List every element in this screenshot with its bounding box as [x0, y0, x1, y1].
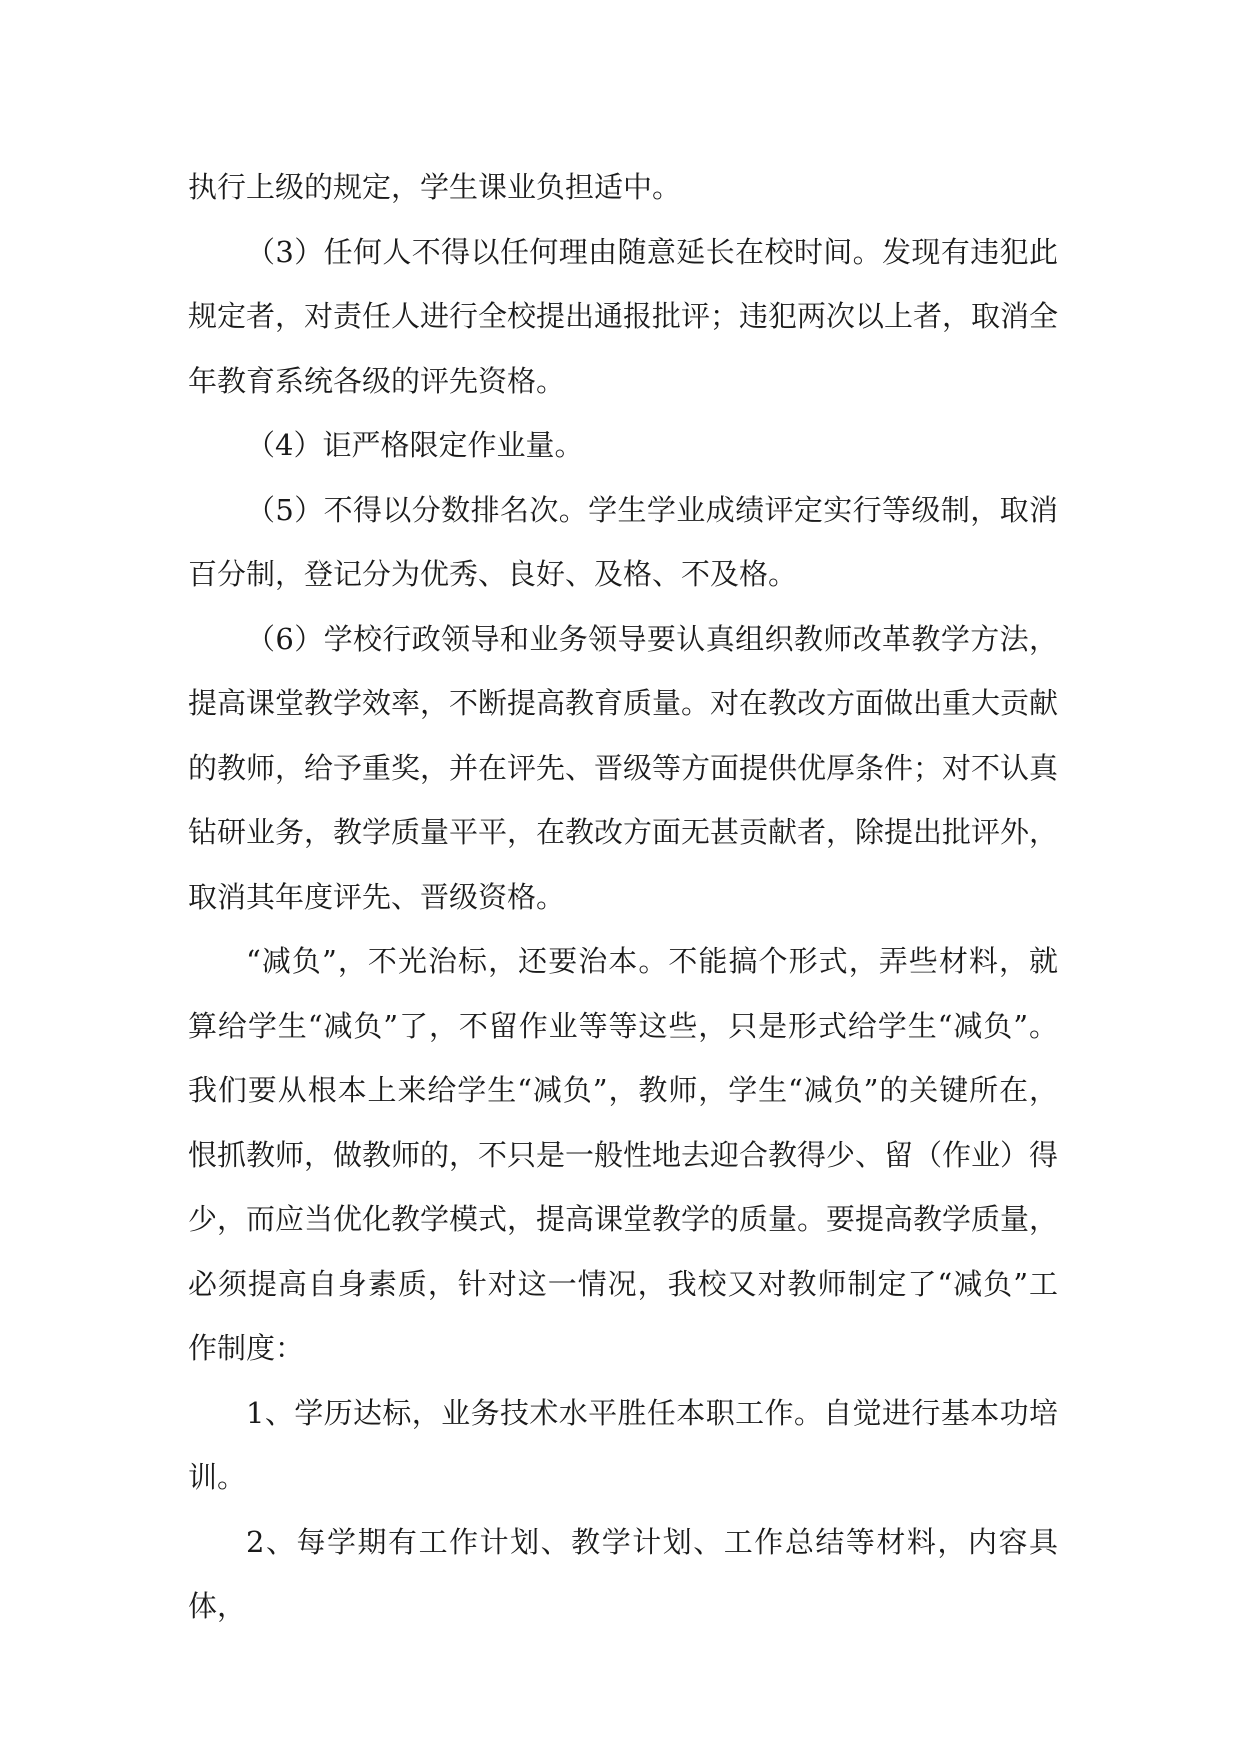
paragraph-item-5: （5）不得以分数排名次。学生学业成绩评定实行等级制，取消百分制，登记分为优秀、良好、及格、不及格。	[188, 492, 1058, 591]
paragraph-item-4: （4）讵严格限定作业量。	[246, 428, 584, 462]
paragraph-item-6: （6）学校行政领导和业务领导要认真组织教师改革教学方法，提高课堂教学效率，不断提高教育质量。对在教改方面做出重大贡献的教师，给予重奖，并在评先、晋级等方面提供优厚条件；对不认真钻研业务，教学质量平平，在教改方面无甚贡献者，除提出批评外，取消其年度评先、晋级资格。	[188, 621, 1059, 914]
document-body	[188, 155, 1058, 1639]
paragraph-item-3: （3）任何人不得以任何理由随意延长在校时间。发现有违犯此规定者，对责任人进行全校提出通报批评；违犯两次以上者，取消全年教育系统各级的评先资格。	[188, 234, 1059, 398]
paragraph-burden-reduction: “减负”，不光治标，还要治本。不能搞个形式，弄些材料，就算给学生“减负”了，不留作业等等这些，只是形式给学生“减负”。我们要从根本上来给学生“减负”，教师，学生“减负”的关键所在，恨抓教师，做教师的，不只是一般性地去迎合教得少、留（作业）得少，而应当优化教学模式，提高课堂教学的质量。要提高教学质量，必须提高自身素质，针对这一情况，我校又对教师制定了“减负”工作制度：	[188, 944, 1059, 1365]
paragraph-rule-1: 1、学历达标，业务技术水平胜任本职工作。自觉进行基本功培训。	[188, 1395, 1058, 1494]
paragraph-continuation: 执行上级的规定，学生课业负担适中。	[188, 170, 682, 204]
paragraph-rule-2: 2、每学期有工作计划、教学计划、工作总结等材料，内容具体，	[188, 1524, 1058, 1623]
